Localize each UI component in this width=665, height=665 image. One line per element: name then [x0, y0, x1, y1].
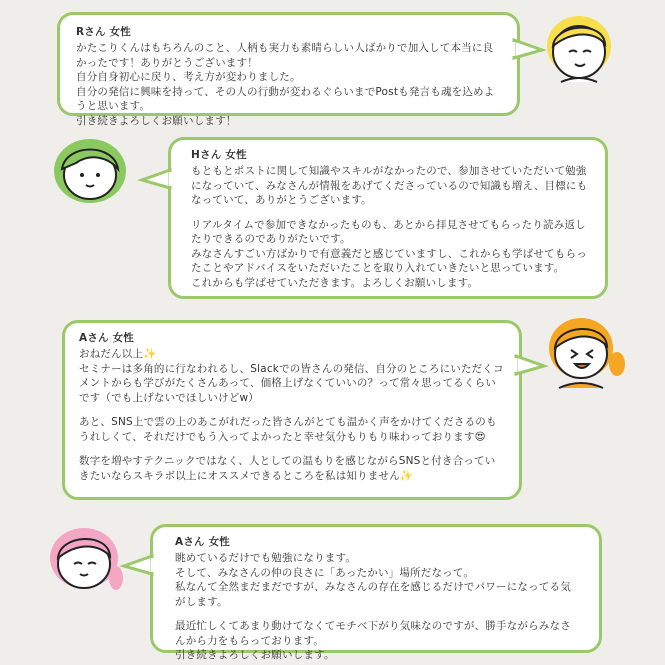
bubble-tail: [140, 170, 170, 190]
testimonial-text: おねだん以上✨ セミナーは多角的に行なわれるし、Slackでの皆さんの発信、自分のところにいただくコメントからも学びがたくさんあって、価格上げなくていいの？って常々思ってるくらいです（でも上げないでほしいけどw）: [79, 348, 504, 404]
testimonial-text: もともとポストに関して知識やスキルがなかったので、参加させていただいて勉強になっていて、みなさんが情報をあげてくださっているので知識も増え、目標にもなっていて、ありがとうございます。: [191, 165, 588, 207]
testimonial-author: Aさん 女性: [79, 332, 134, 344]
woman-pink-hair-icon: [36, 522, 132, 598]
testimonial-card-2: [168, 137, 608, 299]
testimonial-author: Aさん 女性: [175, 536, 230, 548]
testimonial-text: リアルタイムで参加できなかったものも、あとから拝見させてもらったり読み返したりできるのでありがたいです。 みなさんすごい方ばかりで有意義だと感じていますし、これからも学ばせてもらったことやアドバイスをいただいたことを取り入れていきたいと思っています。 これからも学ばせていただきます。よろしくお願いします。: [191, 218, 587, 289]
testimonial-card-4: [150, 524, 602, 662]
person-green-hair-icon: [42, 133, 138, 209]
testimonial-card-1: [57, 12, 520, 127]
testimonial-author: Rさん 女性: [76, 26, 131, 38]
testimonial-text: あと、SNS上で雲の上のあこがれだった皆さんがとても温かく声をかけてくださるのもうれしくて、それだけでもう入ってよかったと幸せ気分もりもり味わっております😍: [79, 416, 497, 443]
laughing-woman-orange-hair-icon: [535, 312, 631, 390]
testimonial-text: 最近忙しくてあまり動けてなくてモチベ下がり気味なのですが、勝手ながらみなさんから力をもらっております。 引き続きよろしくお願いします。: [175, 620, 571, 662]
woman-yellow-hair-icon: [533, 10, 625, 90]
testimonial-text: 数字を増やすテクニックではなく、人としての温もりを感じながらSNSと付き合っていきたいならスキラボ以上にオススメできるところを私は知りません✨: [79, 455, 496, 482]
testimonial-text: 眺めているだけでも勉強になります。 そして、みなさんの仲の良さに「あったかい」場所だなって。 私なんて全然まだまだですが、みなさんの存在を感じるだけでパワーになってる気がします。: [175, 552, 571, 608]
testimonial-author: Hさん 女性: [191, 149, 247, 161]
testimonial-card-3: [62, 320, 522, 500]
testimonial-text: かたこりくんはもちろんのこと、人柄も実力も素晴らしい人ばかりで加入して本当に良かったです！ありがとうございます！ 自分自身初心に戻り、考え方が変わりました。 自分の発信に興味を持って、その人の行動が変わるぐらいまでPostも発言も魂を込めようと思います。 引き続きよろしくお願いします！: [76, 42, 495, 127]
